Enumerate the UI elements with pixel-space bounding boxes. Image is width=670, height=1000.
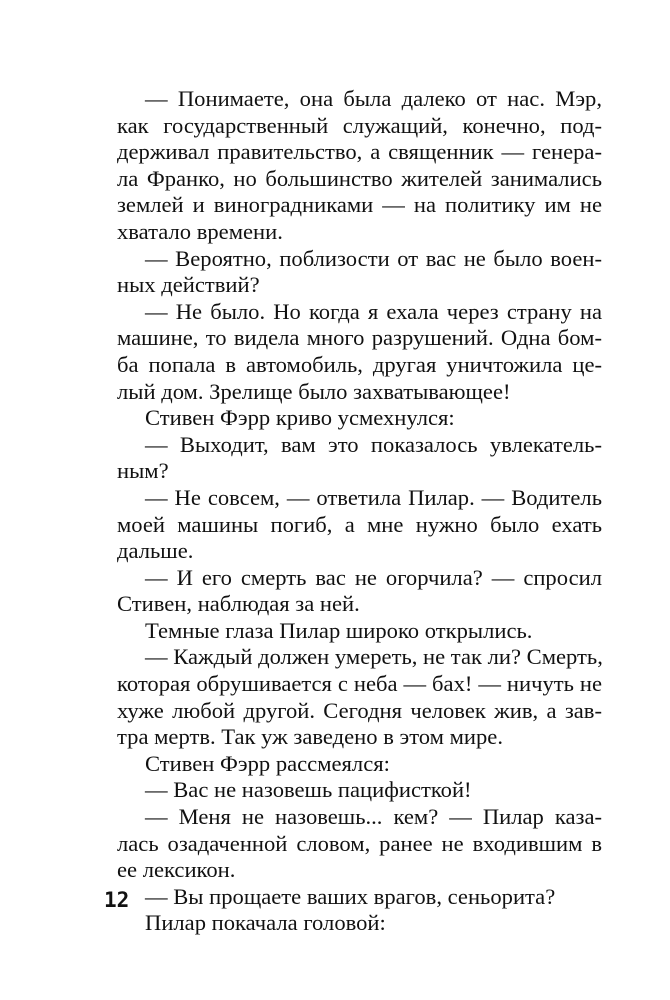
- text-line: машине, то видела много разрушений. Одна бом-: [117, 325, 602, 351]
- text-line: которая обрушивается с неба — бах! — ничуть не: [117, 671, 602, 697]
- text-line: ее лексикон.: [117, 857, 236, 883]
- text-line: хуже любой другой. Сегодня человек жив, а зав-: [117, 697, 602, 723]
- paragraph: [117, 405, 602, 432]
- text-line: Стивен, наблюдая за ней.: [117, 591, 360, 617]
- paragraph: [117, 644, 602, 750]
- text-line: ла Франко, но большинство жителей занимались: [117, 165, 602, 191]
- paragraph: [117, 751, 602, 778]
- paragraph: [117, 884, 602, 911]
- text-line: Стивен Фэрр криво усмехнулся:: [145, 405, 455, 431]
- text-line: Пилар покачала головой:: [145, 910, 386, 936]
- text-line: хватало времени.: [117, 218, 283, 244]
- text-line: — Вас не назовешь пацифисткой!: [145, 777, 472, 803]
- text-line: — Не было. Но когда я ехала через страну на: [145, 298, 602, 324]
- text-line: — Вероятно, поблизости от вас не было воен-: [145, 245, 602, 271]
- paragraph: [117, 804, 602, 884]
- text-line: как государственный служащий, конечно, под-: [117, 112, 602, 138]
- text-line: дальше.: [117, 538, 194, 564]
- text-line: — Понимаете, она была далеко от нас. Мэр,: [145, 86, 602, 111]
- paragraph: [117, 246, 602, 299]
- paragraph: [117, 777, 602, 804]
- text-line: моей машины погиб, а мне нужно было ехать: [117, 511, 602, 537]
- paragraph: [117, 565, 602, 618]
- body-text: [117, 86, 602, 937]
- paragraph: [117, 910, 602, 937]
- text-line: тра мертв. Так уж заведено в этом мире.: [117, 724, 503, 750]
- text-line: Темные глаза Пилар широко открылись.: [145, 617, 533, 643]
- paragraph: [117, 432, 602, 485]
- page-number: 12: [104, 888, 130, 912]
- text-line: землей и виноградниками — на политику им не: [117, 192, 602, 218]
- text-line: держивал правительство, а священник — генера-: [117, 139, 602, 165]
- text-line: — Меня не назовешь... кем? — Пилар каза-: [145, 804, 602, 830]
- text-line: лась озадаченной словом, ранее не входившим в: [117, 830, 602, 856]
- text-line: — Не совсем, — ответила Пилар. — Водитель: [145, 484, 602, 510]
- paragraph: [117, 299, 602, 405]
- text-line: ных действий?: [117, 272, 260, 298]
- paragraph: [117, 618, 602, 645]
- text-line: лый дом. Зрелище было захватывающее!: [117, 378, 511, 404]
- text-line: Стивен Фэрр рассмеялся:: [145, 750, 390, 776]
- text-line: — Вы прощаете ваших врагов, сеньорита?: [145, 883, 556, 909]
- text-line: ба попала в автомобиль, другая уничтожила це-: [117, 351, 602, 377]
- text-line: — Выходит, вам это показалось увлекатель-: [145, 431, 602, 457]
- paragraph: [117, 485, 602, 565]
- text-line: ным?: [117, 458, 169, 484]
- text-line: — И его смерть вас не огорчила? — спросил: [145, 564, 602, 590]
- text-line: — Каждый должен умереть, не так ли? Смерть,: [145, 644, 603, 670]
- paragraph: [117, 86, 602, 246]
